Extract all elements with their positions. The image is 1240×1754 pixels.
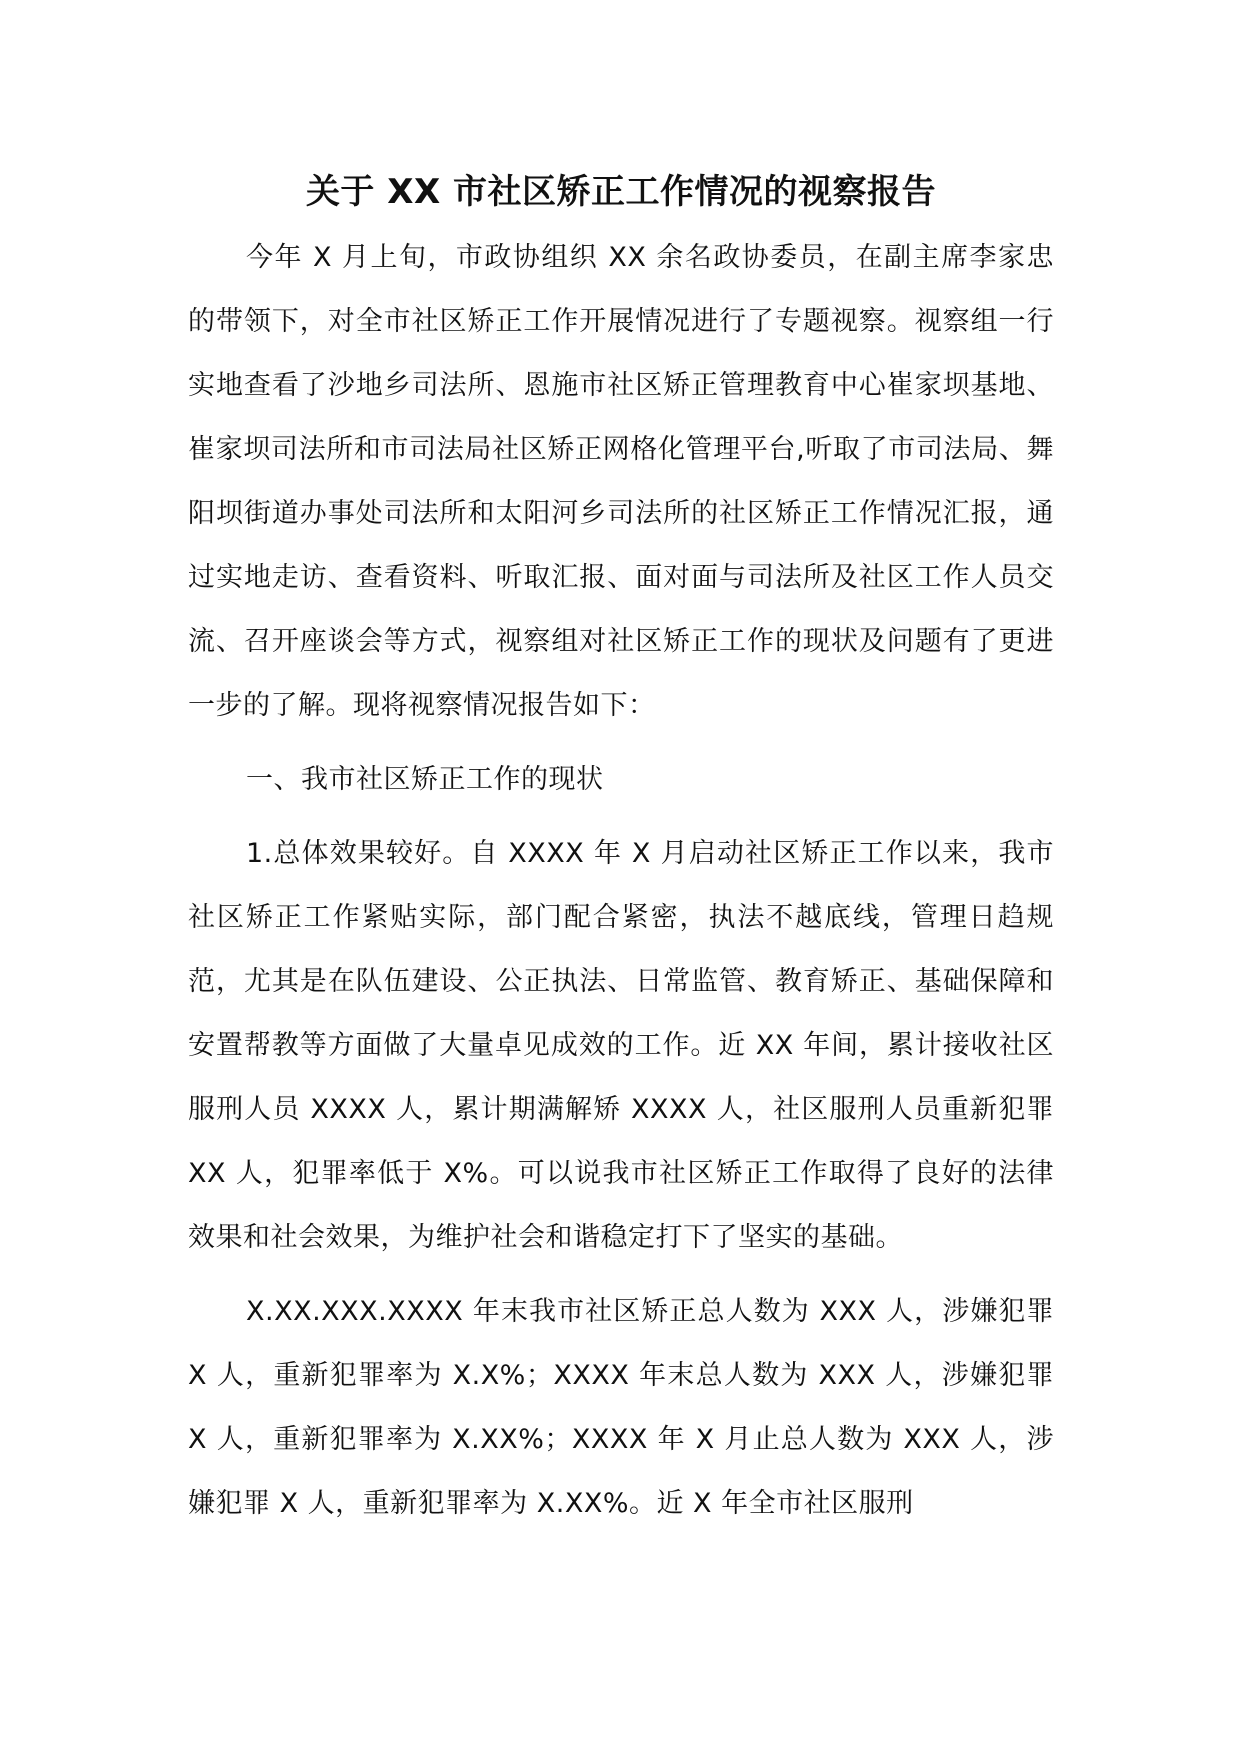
section-heading: 一、我市社区矫正工作的现状: [246, 764, 604, 795]
document-title: 关于 XX 市社区矫正工作情况的视察报告: [305, 172, 937, 212]
intro-paragraph: 今年 X 月上旬，市政协组织 XX 余名政协委员，在副主席李家忠的带领下，对全市社区矫正工作开展情况进行了专题视察。视察组一行实地查看了沙地乡司法所、恩施市社区矫正管理教育中心崔家坝基地、崔家坝司法所和市司法局社区矫正网格化管理平台,听取了市司法局、舞阳坝街道办事处司法所和太阳河乡司法所的社区矫正工作情况汇报，通过实地走访、查看资料、听取汇报、面对面与司法所及社区工作人员交流、召开座谈会等方式，视察组对社区矫正工作的现状及问题有了更进一步的了解。现将视察情况报告如下：: [188, 242, 1054, 721]
statistics-paragraph: X.XX.XXX.XXXX 年末我市社区矫正总人数为 XXX 人，涉嫌犯罪 X 人，重新犯罪率为 X.X%；XXXX 年末总人数为 XXX 人，涉嫌犯罪 X 人，重新犯罪率为 X.XX%；XXXX 年 X 月止总人数为 XXX 人，涉嫌犯罪 X 人，重新犯罪率为 X.XX%。近 X 年全市社区服刑: [188, 1296, 1054, 1519]
overall-effect-paragraph: 1.总体效果较好。自 XXXX 年 X 月启动社区矫正工作以来，我市社区矫正工作紧贴实际，部门配合紧密，执法不越底线，管理日趋规范，尤其是在队伍建设、公正执法、日常监管、教育矫正、基础保障和安置帮教等方面做了大量卓见成效的工作。近 XX 年间，累计接收社区服刑人员 XXXX 人，累计期满解矫 XXXX 人，社区服刑人员重新犯罪 XX 人，犯罪率低于 X%。可以说我市社区矫正工作取得了良好的法律效果和社会效果，为维护社会和谐稳定打下了坚实的基础。: [188, 838, 1054, 1253]
document-body: [188, 168, 1054, 1546]
